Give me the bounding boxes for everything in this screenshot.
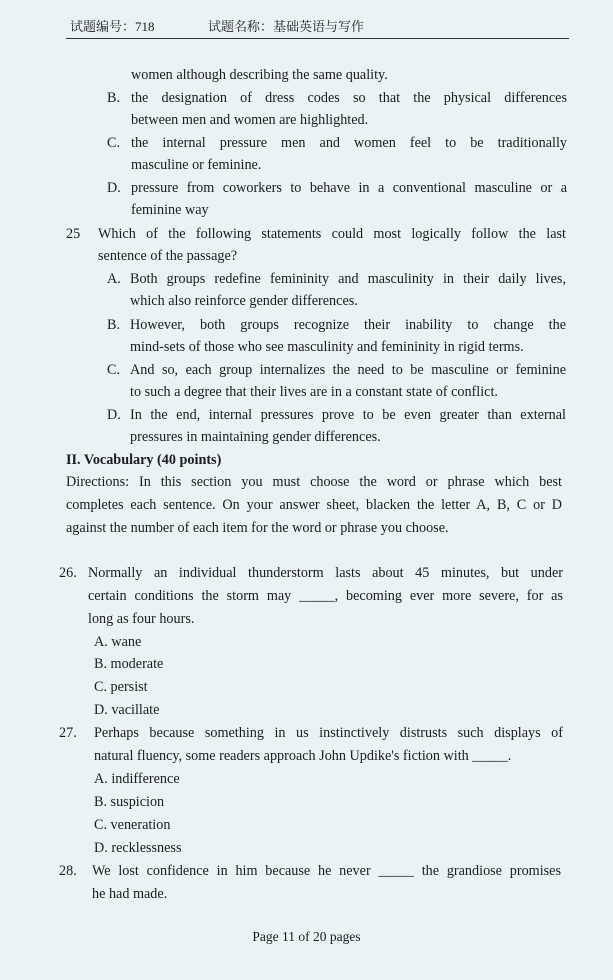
q24-option-d-line1: pressure from coworkers to behave in a conventional masculine or a [131, 180, 567, 196]
q27-option-c: C. veneration [94, 817, 171, 833]
directions-line3: against the number of each item for the word or phrase you choose. [66, 520, 449, 536]
q27-option-a: A. indifference [94, 771, 180, 787]
q25-option-b-label: B. [107, 317, 121, 333]
q25-option-a-label: A. [107, 271, 121, 287]
q26-option-b: B. moderate [94, 656, 164, 672]
q24-option-b-line2: between men and women are highlighted. [131, 112, 369, 128]
q25-option-d-label: D. [107, 407, 121, 423]
section-heading: II. Vocabulary (40 points) [66, 452, 222, 468]
q27-stem-line2: natural fluency, some readers approach John Updike's fiction with _____. [94, 748, 512, 764]
q26-option-d: D. vacillate [94, 702, 160, 718]
q26-number: 26. [59, 565, 77, 581]
q28-stem-line2: he had made. [92, 886, 168, 902]
q26-stem-line3: long as four hours. [88, 611, 195, 627]
directions-line1: Directions: In this section you must choose the word or phrase which best [66, 474, 562, 490]
exam-code: 试题编号：718 [70, 19, 155, 34]
q26-option-a: A. wane [94, 634, 142, 650]
q24-option-a-tail: women although describing the same quality. [131, 67, 388, 83]
q27-option-b: B. suspicion [94, 794, 165, 810]
q24-option-c-label: C. [107, 135, 121, 151]
q28-stem-line1: We lost confidence in him because he never _____ the grandiose promises [92, 863, 561, 879]
q26-option-c: C. persist [94, 679, 148, 695]
q25-stem-line2: sentence of the passage? [98, 248, 238, 264]
directions-line2: completes each sentence. On your answer sheet, blacken the letter A, B, C or D [66, 497, 562, 513]
q25-option-c-line1: And so, each group internalizes the need to be masculine or feminine [130, 362, 566, 378]
q26-stem-line2: certain conditions the storm may _____, becoming ever more severe, for as [88, 588, 563, 604]
q25-option-b-line2: mind-sets of those who see masculinity and femininity in rigid terms. [130, 339, 524, 355]
q25-option-a-line2: which also reinforce gender differences. [130, 293, 358, 309]
q25-number: 25 [66, 226, 81, 242]
page-number: Page 11 of 20 pages [252, 929, 361, 944]
q25-option-d-line1: In the end, internal pressures prove to be even greater than external [130, 407, 566, 423]
q25-option-c-label: C. [107, 362, 121, 378]
q27-number: 27. [59, 725, 77, 741]
q24-option-d-label: D. [107, 180, 121, 196]
q25-option-b-line1: However, both groups recognize their inability to change the [130, 317, 566, 333]
q27-stem-line1: Perhaps because something in us instinctively distrusts such displays of [94, 725, 563, 741]
q24-option-b-label: B. [107, 90, 121, 106]
q28-number: 28. [59, 863, 77, 879]
q26-stem-line1: Normally an individual thunderstorm lasts about 45 minutes, but under [88, 565, 563, 581]
q27-option-d: D. recklessness [94, 840, 182, 856]
q25-option-d-line2: pressures in maintaining gender differences. [130, 429, 381, 445]
q24-option-c-line1: the internal pressure men and women feel to be traditionally [131, 135, 567, 151]
q24-option-d-line2: feminine way [131, 202, 209, 218]
q25-stem-line1: Which of the following statements could most logically follow the last [98, 226, 566, 242]
q25-option-c-line2: to such a degree that their lives are in a constant state of conflict. [130, 384, 498, 400]
page-header [66, 16, 569, 39]
q24-option-c-line2: masculine or feminine. [131, 157, 262, 173]
q25-option-a-line1: Both groups redefine femininity and masculinity in their daily lives, [130, 271, 566, 287]
q24-option-b-line1: the designation of dress codes so that the physical differences [131, 90, 567, 106]
exam-name: 试题名称：基础英语与写作 [208, 19, 365, 34]
